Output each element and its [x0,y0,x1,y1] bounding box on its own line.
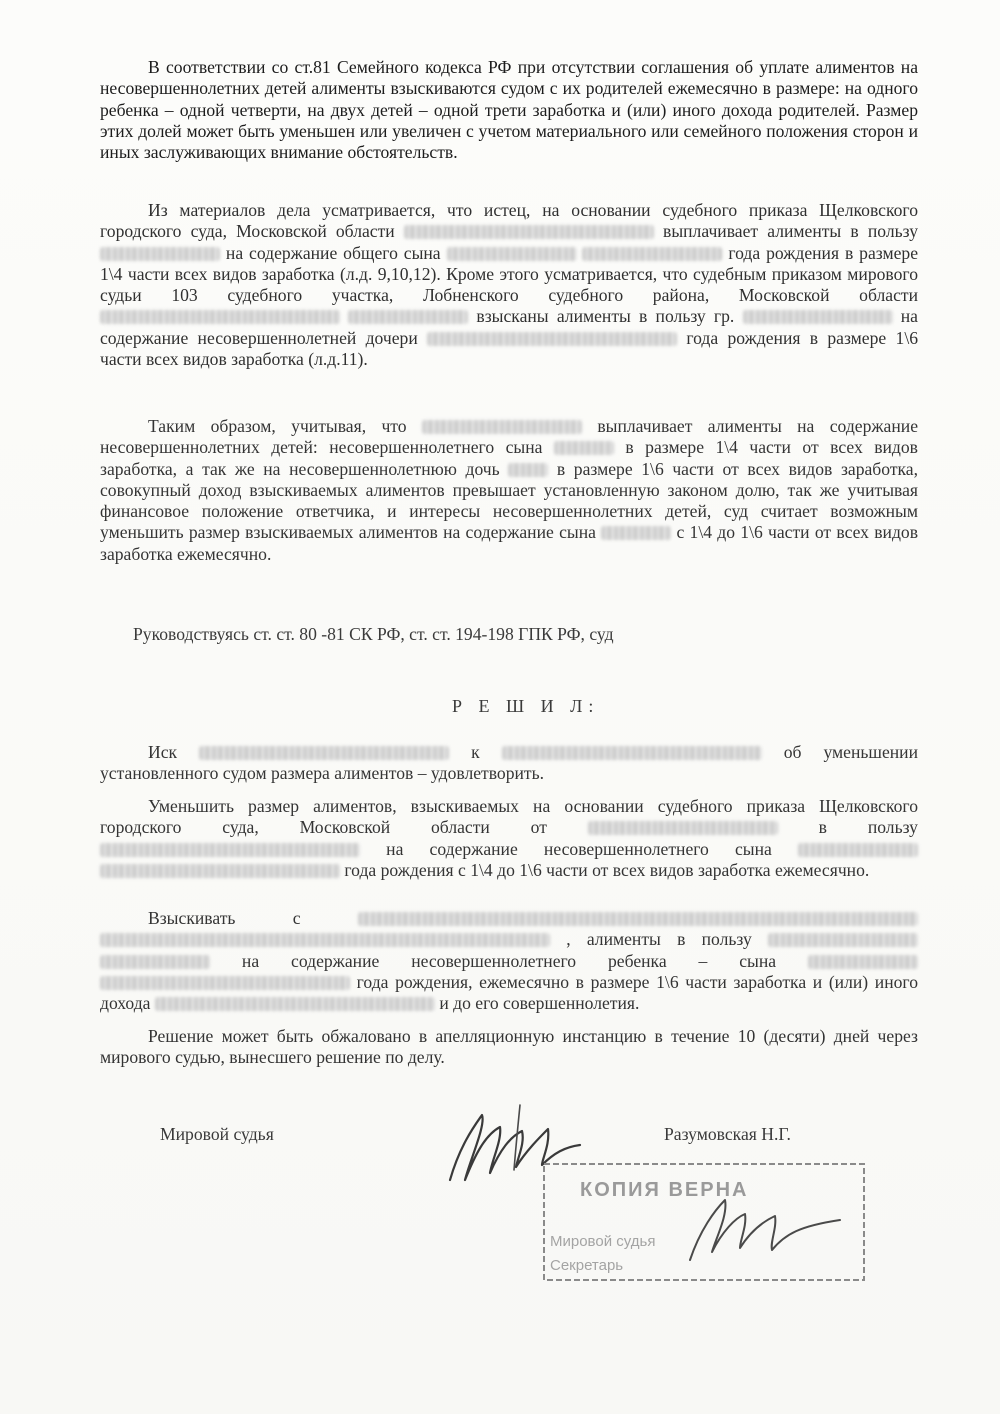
redacted-text [768,933,918,947]
redacted-text [447,247,577,261]
paragraph-text: к [471,742,480,762]
paragraph-text: на содержание несовершеннолетней дочери [100,306,918,348]
paragraph-text: В соответствии со ст.81 Семейного кодекса РФ при отсутствии соглашения об уплате алиментов на несовершеннолетних детей алименты взыскиваются судом с их родителей ежемесячно в размере: на одного ребенка – одной четверти, на двух детей – одной трети заработка и (или) иного дохода родителей. Размер этих долей может быть уменьшен или увеличен с учетом материального или семейного положения сторон и иных заслуживающих внимание обстоятельств. [100,57,918,163]
stamp-signature-stroke [690,1200,840,1260]
paragraph-appeal: Решение может быть обжаловано в апелляционную инстанцию в течение 10 (десяти) дней через мирового судью, вынесшего решение по делу. [100,1026,918,1068]
redacted-text [100,247,220,261]
redacted-text [404,225,654,239]
paragraph-text: Взыскивать с [148,908,301,928]
paragraph-text: об уменьшении установленного судом размера алиментов – удовлетворить. [100,742,918,784]
redacted-text [798,843,918,857]
redacted-text [588,821,778,835]
paragraph-text: в размере 1\6 части от всех видов заработка, совокупный доход взыскиваемых алиментов превышает установленную законом долю, так же учитывая финансовое положение ответчика, и интересы несовершеннолетних детей, суд считает возможным уменьшить размер взыскиваемых алиментов на содержание сына [100,458,919,543]
judge-title: Мировой судья [160,1124,274,1144]
redacted-text [601,526,671,540]
redacted-text [100,310,340,324]
redacted-text [100,933,550,947]
resolution-heading: Р Е Ш И Л: [452,696,600,716]
paragraph-text: и до его совершеннолетия. [439,993,640,1014]
paragraph-text: года рождения в размере 1\4 части всех видов заработка (л.д. 9,10,12). Кроме этого усматривается, что судебным приказом мирового судьи 103 судебного участка, Лобненского судебного района, Московской области [100,242,919,306]
redacted-text [582,247,722,261]
paragraph-text: выплачивает алименты в пользу [663,221,919,242]
redacted-text [808,955,918,969]
paragraph-conclusion [100,416,918,565]
paragraph-text: года рождения с 1\4 до 1\6 части от всех видов заработка ежемесячно. [344,859,870,880]
paragraph-text: выплачивает алименты на содержание несовершеннолетних детей: несовершеннолетнего сына [100,416,918,458]
redacted-text [100,976,350,990]
redacted-text [348,310,468,324]
paragraph-text: взысканы алименты в пользу гр. [476,306,735,327]
redacted-text [358,912,918,926]
redacted-text [100,955,210,969]
paragraph-claim-granted [100,742,918,785]
paragraph-reduce-alimony [100,796,918,881]
paragraph-text: в пользу [818,817,918,838]
paragraph-text: Таким образом, учитывая, что [148,416,407,436]
stamp-text: Мировой судья [550,1233,656,1250]
redacted-text [502,746,762,760]
stamp-title: КОПИЯ ВЕРНА [580,1179,749,1201]
paragraph-collect-alimony [100,908,918,1014]
paragraph-text: на содержание несовершеннолетнего сына [386,838,772,859]
guided-by-clause: Руководствуясь ст. ст. 80 -81 СК РФ, ст. ст. 194-198 ГПК РФ, суд [133,624,614,644]
paragraph-text: с 1\4 до 1\6 части от всех видов заработка ежемесячно. [100,522,918,564]
paragraph-legal-basis [100,57,918,163]
paragraph-text: года рождения, ежемесячно в размере 1\6 части заработка и (или) иного дохода [100,971,918,1014]
redacted-text [422,420,582,434]
paragraph-text: года рождения в размере 1\6 части всех видов заработка (л.д.11). [100,327,918,370]
redacted-text [199,746,449,760]
copy-stamp [540,1160,870,1285]
redacted-text [427,332,677,346]
paragraph-text: в размере 1\4 части от всех видов заработка, а так же на несовершеннолетнюю дочь [100,437,918,479]
paragraph-text: Уменьшить размер алиментов, взыскиваемых на основании судебного приказа Щелковского городского суда, Московской области от [100,796,918,838]
paragraph-text: на содержание общего сына [225,242,441,263]
redacted-text [100,843,360,857]
stamp-text: Секретарь [550,1257,624,1274]
paragraph-case-materials [100,200,918,370]
paragraph-text: на содержание несовершеннолетнего ребенка – сына [241,950,777,971]
redacted-text [554,441,614,455]
redacted-text [743,310,893,324]
paragraph-text: , алименты в пользу [566,929,752,950]
redacted-text [100,864,340,878]
paragraph-text: Иск [148,742,178,762]
paragraph-text: Из материалов дела усматривается, что истец, на основании судебного приказа Щелковского городского суда, Московской области [100,200,918,242]
redacted-text [155,997,435,1011]
judge-name: Разумовская Н.Г. [664,1124,791,1144]
redacted-text [508,463,548,477]
